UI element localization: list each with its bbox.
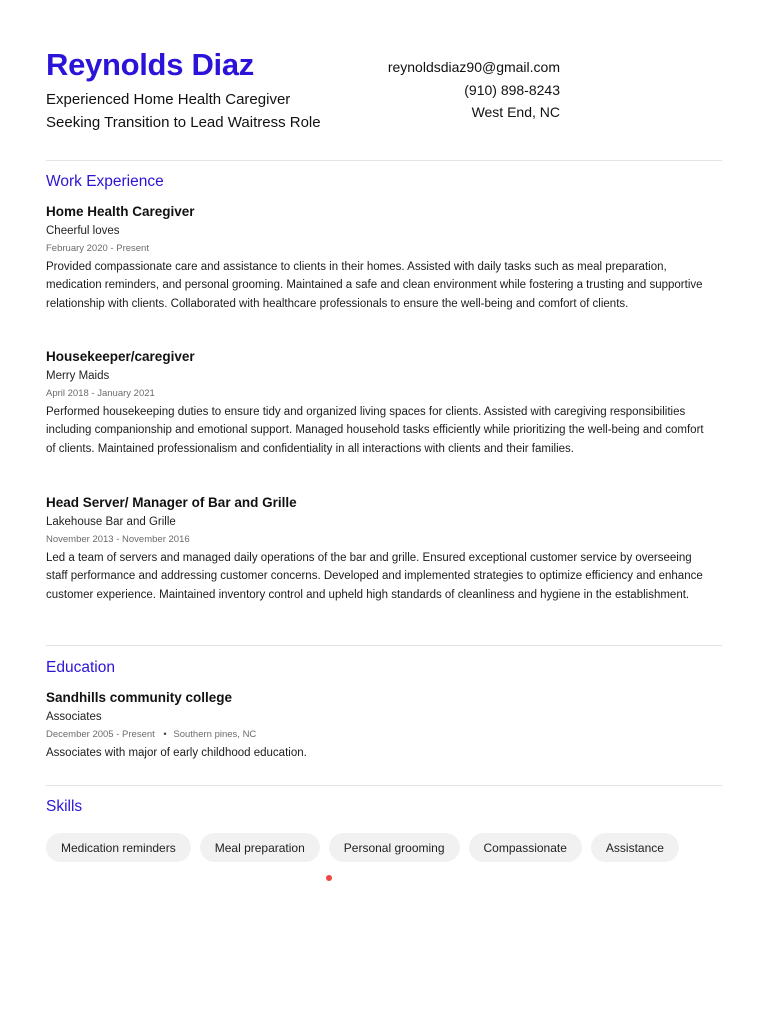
bullet-separator: • <box>163 729 167 740</box>
education-dates-row <box>46 728 706 742</box>
work-entry <box>46 348 706 458</box>
location: West End, NC <box>471 104 560 120</box>
education-location: Southern pines, NC <box>173 729 257 740</box>
section-title-education: Education <box>46 659 115 676</box>
skill-chip: Compassionate <box>469 833 582 862</box>
work-entry <box>46 203 706 313</box>
skill-chip: Assistance <box>591 833 679 862</box>
headline <box>46 89 376 134</box>
job-title: Home Health Caregiver <box>46 204 195 219</box>
job-description: Performed housekeeping duties to ensure tidy and organized living spaces for clients. Assisted with caregiving responsibilities including companionship and emotional support. Managed household tasks efficiently while prioritizing the well-being and comfort of clients. Maintained professionalism and confidentiality in all interactions with clients and their families. <box>46 406 704 455</box>
section-divider <box>46 645 722 646</box>
email[interactable]: reynoldsdiaz90@gmail.com <box>387 59 560 75</box>
section-divider <box>46 785 722 786</box>
skill-chip: Medication reminders <box>46 833 191 862</box>
employer: Lakehouse Bar and Grille <box>46 516 176 528</box>
job-title: Housekeeper/caregiver <box>46 349 195 364</box>
section-title-skills: Skills <box>46 798 83 815</box>
job-dates: February 2020 - Present <box>46 243 149 254</box>
candidate-name: Reynolds Diaz <box>46 47 254 82</box>
skill-chip: Meal preparation <box>200 833 320 862</box>
job-dates: April 2018 - January 2021 <box>46 388 155 399</box>
education-description: Associates with major of early childhood education. <box>46 747 307 759</box>
work-entry <box>46 494 706 604</box>
degree: Associates <box>46 711 102 723</box>
section-title-work-experience: Work Experience <box>46 173 164 190</box>
education-entry <box>46 689 706 762</box>
school-name: Sandhills community college <box>46 690 233 705</box>
header-divider <box>46 160 722 161</box>
skills-list <box>46 833 679 862</box>
contact-info <box>388 56 560 124</box>
red-dot-marker <box>326 875 332 881</box>
headline-line: Experienced Home Health Caregiver <box>46 91 291 108</box>
skill-chip: Personal grooming <box>329 833 460 862</box>
employer: Cheerful loves <box>46 225 120 237</box>
job-description: Led a team of servers and managed daily operations of the bar and grille. Ensured exceptional customer service by overseeing staff performance and addressing customer concerns. Developed and implemented strategies to optimize efficiency and enhance customer experience. Maintained inventory control and upheld high standards of cleanliness and hygiene in the establishment. <box>46 552 703 601</box>
job-description: Provided compassionate care and assistance to clients in their homes. Assisted with daily tasks such as meal preparation, medication reminders, and personal grooming. Maintained a safe and clean environment while fostering a trusting and supportive relationship with clients. Collaborated with healthcare professionals to ensure the well-being and comfort of clients. <box>46 261 703 310</box>
education-dates: December 2005 - Present <box>46 729 155 740</box>
headline-line: Seeking Transition to Lead Waitress Role <box>46 113 321 131</box>
phone[interactable]: (910) 898-8243 <box>464 81 560 98</box>
job-dates: November 2013 - November 2016 <box>46 534 190 545</box>
employer: Merry Maids <box>46 370 110 382</box>
job-title: Head Server/ Manager of Bar and Grille <box>46 495 297 510</box>
